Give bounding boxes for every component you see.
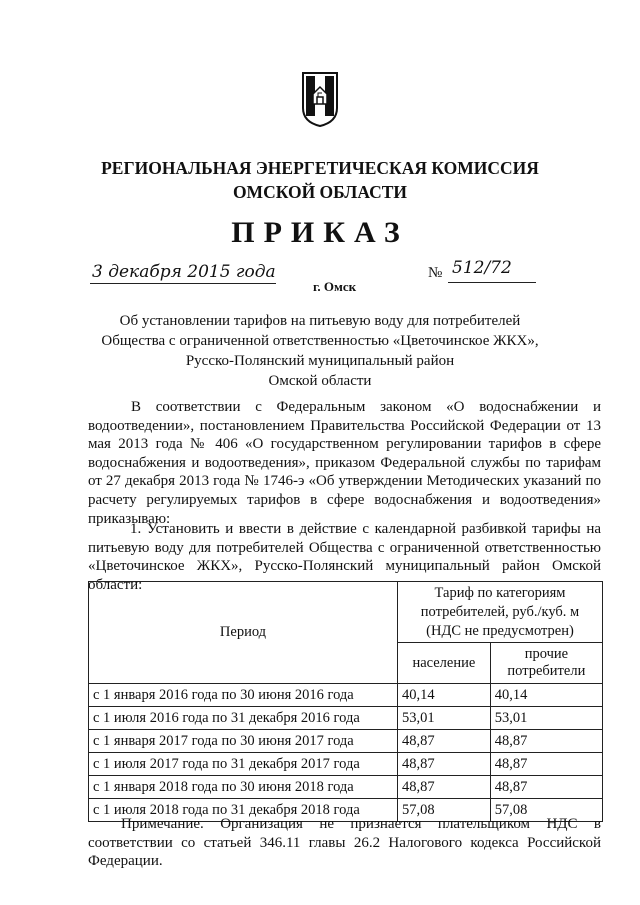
table-row	[89, 776, 603, 799]
organization-name-line1: РЕГИОНАЛЬНАЯ ЭНЕРГЕТИЧЕСКАЯ КОМИССИЯ	[101, 158, 539, 178]
handwritten-number: 512/72	[452, 258, 512, 278]
row-other-tariff: 48,87	[490, 730, 602, 753]
tariff-table	[88, 581, 603, 822]
row-period: с 1 января 2016 года по 30 июня 2016 года	[89, 684, 398, 707]
table-header-row	[89, 582, 603, 643]
preamble-paragraph: В соответствии с Федеральным законом «О водоснабжении и водоотведении», постановлением Правительства Российской Федерации от 13 мая 2013 года № 406 «О государственном регулировании тарифов в сфере водоснабжения и водоотведения», приказом Федеральной службы по тарифам от 27 декабря 2013 года № 1746-э «Об утверждении Методических указаний по расчету регулируемых тарифов в сфере водоснабжения и водоотведения» приказываю:	[88, 399, 601, 527]
coat-of-arms-emblem	[300, 70, 340, 128]
header-other-consumers: прочие потребители	[490, 643, 602, 684]
organization-name-line2: ОМСКОЙ ОБЛАСТИ	[232, 182, 408, 202]
table-row	[89, 753, 603, 776]
row-population-tariff: 48,87	[398, 776, 491, 799]
row-other-tariff: 53,01	[490, 707, 602, 730]
row-period: с 1 января 2017 года по 30 июня 2017 года	[89, 730, 398, 753]
row-other-tariff: 57,08	[490, 799, 602, 822]
order-subject: Об установлении тарифов на питьевую воду для потребителей Общества с ограниченной ответственностью «Цветочинское ЖКХ», Русско-Полянский муниципальный район Омской области	[101, 313, 539, 389]
row-period: с 1 июля 2018 года по 31 декабря 2018 года	[89, 799, 398, 822]
date-underline	[90, 283, 276, 284]
number-underline	[448, 282, 536, 283]
handwritten-date: 3 декабря 2015 года	[92, 262, 276, 282]
table-row	[89, 707, 603, 730]
table-row	[89, 730, 603, 753]
header-tariff-group: Тариф по категориям потребителей, руб./куб. м (НДС не предусмотрен)	[398, 582, 603, 643]
row-population-tariff: 40,14	[398, 684, 491, 707]
row-other-tariff: 48,87	[490, 776, 602, 799]
row-period: с 1 января 2018 года по 30 июня 2018 года	[89, 776, 398, 799]
row-population-tariff: 53,01	[398, 707, 491, 730]
row-period: с 1 июля 2017 года по 31 декабря 2017 года	[89, 753, 398, 776]
note-paragraph: Примечание. Организация не признается плательщиком НДС в соответствии со статьей 346.11 главы 26.2 Налогового кодекса Российской Федерации.	[88, 816, 601, 870]
row-period: с 1 июля 2016 года по 31 декабря 2016 года	[89, 707, 398, 730]
header-population: население	[398, 643, 491, 684]
city: г. Омск	[313, 279, 357, 294]
row-population-tariff: 48,87	[398, 753, 491, 776]
table-row	[89, 684, 603, 707]
row-population-tariff: 57,08	[398, 799, 491, 822]
item-1-paragraph: 1. Установить и ввести в действие с календарной разбивкой тарифы на питьевую воду для потребителей Общества с ограниченной ответственностью «Цветочинское ЖКХ», Русско-Полянский муниципальный район Омской области:	[88, 521, 601, 593]
row-other-tariff: 40,14	[490, 684, 602, 707]
header-period: Период	[89, 582, 398, 684]
row-other-tariff: 48,87	[490, 753, 602, 776]
row-population-tariff: 48,87	[398, 730, 491, 753]
number-label: №	[428, 265, 443, 281]
document-title: ПРИКАЗ	[231, 216, 409, 249]
